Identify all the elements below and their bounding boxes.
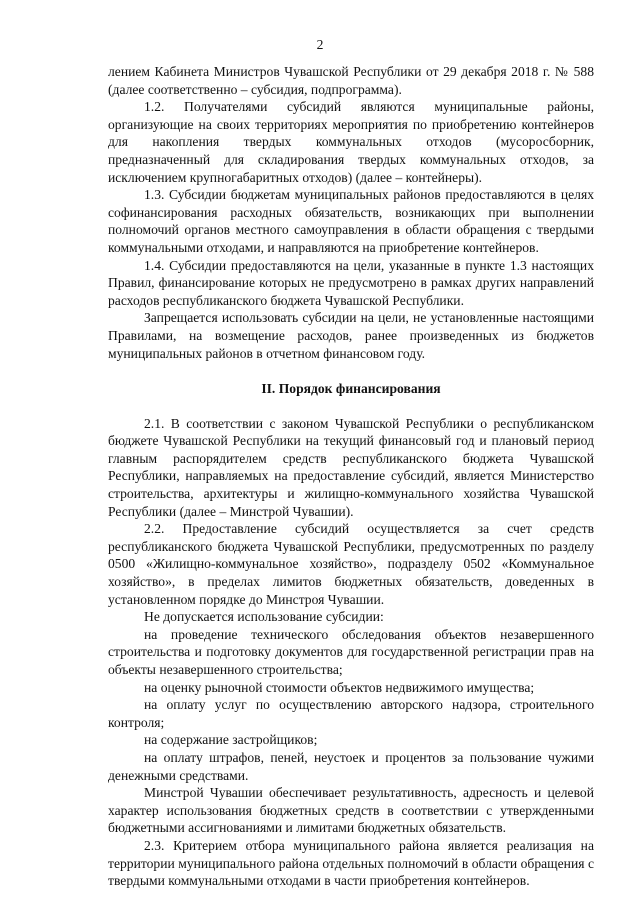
list-item-developers: на содержание застройщиков; [144,732,318,748]
paragraph-continuation: лением Кабинета Министров Чувашской Республики от 29 декабря 2018 г. № 588 (далее соответственно – субсидия, подпрограмма). [108,64,594,97]
paragraph-1-3: 1.3. Субсидии бюджетам муниципальных районов предоставляются в целях софинансирования расходных обязательств, возникающих при выполнении полномочий органов местного самоуправления в области обращения с твердыми коммунальными отходами, и направляются на приобретение контейнеров. [108,187,594,255]
paragraph-2-3: 2.3. Критерием отбора муниципального района является реализация на территории муниципального района отдельных полномочий в области обращения с твердыми коммунальными отходами в части приобретения контейнеров. [108,837,594,889]
list-item-market-valuation: на оценку рыночной стоимости объектов недвижимого имущества; [144,679,535,695]
list-item-penalties: на оплату штрафов, пеней, неустоек и процентов за пользование чужими денежными средствами. [108,749,594,783]
paragraph-2-2: 2.2. Предоставление субсидий осуществляется за счет средств республиканского бюджета Чувашской Республики, предусмотренных по разделу 0500 «Жилищно-коммунальное хозяйство», подразделу 0502 «Коммунальное хозяйство», в пределах лимитов бюджетных обязательств, доведенных в установленном порядке до Минстроя Чувашии. [108,521,594,607]
page-number: 2 [316,37,324,52]
document-body [108,63,594,890]
paragraph-2-1: 2.1. В соответствии с законом Чувашской Республики о республиканском бюджете Чувашской Республики на текущий финансовый год и плановый период главным распорядителем средств республиканского бюджета Чувашской Республики, направляемых на предоставление субсидий, является Министерство строительства, архитектуры и жилищно-коммунального хозяйства Чувашской Республики (далее – Минстрой Чувашии). [108,415,594,519]
list-item-supervision: на оплату услуг по осуществлению авторского надзора, строительного контроля; [108,697,594,730]
section-heading: II. Порядок финансирования [261,381,441,397]
paragraph-not-allowed: Не допускается использование субсидии: [144,609,384,625]
paragraph-1-2: 1.2. Получателями субсидий являются муниципальные районы, организующие на своих территориях мероприятия по приобретению контейнеров для накопления твердых коммунальных отходов (мусоросборник, предназначенный для складирования твердых коммунальных отходов, за исключением крупногабаритных отходов) (далее – контейнеры). [108,99,594,185]
list-item-technical-survey: на проведение технического обследования объектов незавершенного строительства и подготовку документов для государственной регистрации прав на объекты незавершенного строительства; [108,626,594,677]
paragraph-effectiveness: Минстрой Чувашии обеспечивает результативность, адресность и целевой характер использования бюджетных средств в соответствии с утвержденными бюджетными ассигнованиями и лимитами бюджетных обязательств. [108,785,594,836]
paragraph-1-4: 1.4. Субсидии предоставляются на цели, указанные в пункте 1.3 настоящих Правил, финансирование которых не предусмотрено в рамках других направлений расходов республиканского бюджета Чувашской Республики. [108,257,594,308]
paragraph-prohibition: Запрещается использовать субсидии на цели, не установленные настоящими Правилами, на возмещение расходов, ранее произведенных из бюджетов муниципальных районов в отчетном финансовом году. [108,310,594,361]
